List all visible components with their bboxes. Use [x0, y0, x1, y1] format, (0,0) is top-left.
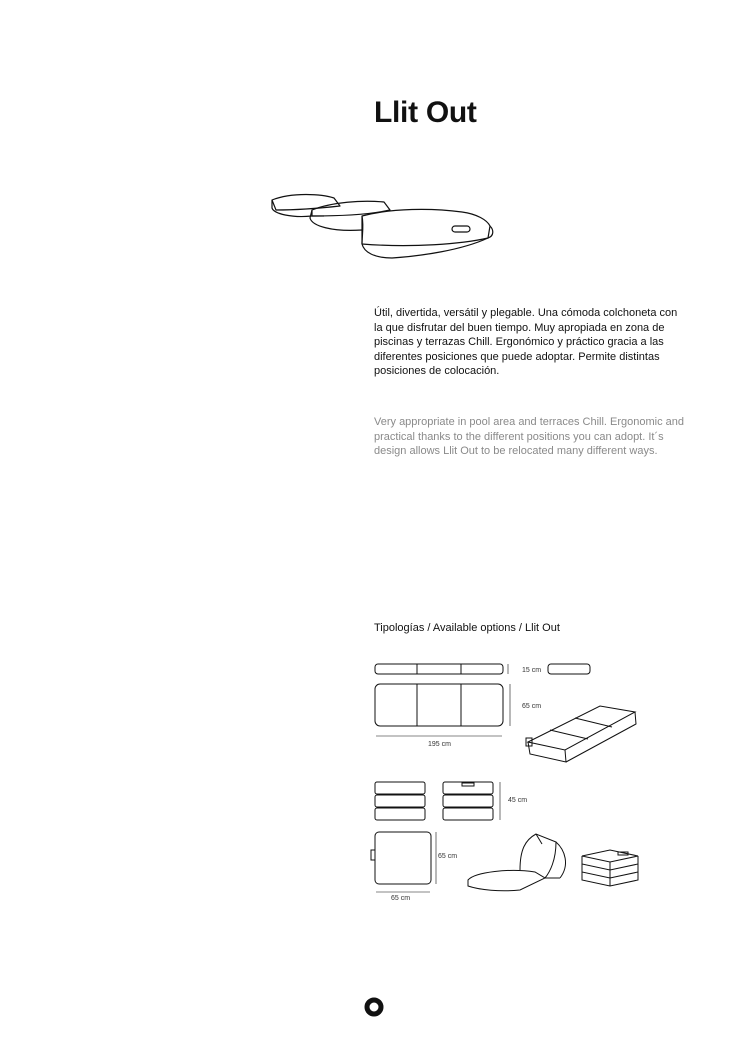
stack-height-label: 45 cm: [508, 797, 528, 804]
width-label: 65 cm: [522, 703, 542, 710]
thickness-label: 15 cm: [522, 667, 542, 674]
isometric-mattress-drawing: [526, 706, 636, 762]
technical-drawings: [360, 650, 650, 915]
product-title: Llit Out: [374, 96, 477, 129]
ottoman-configuration-drawing: [582, 850, 638, 886]
description-english: Very appropriate in pool area and terraces Chill. Ergonomic and practical thanks to the different positions you can adopt. It´s design allows Llit Out to be relocated many different ways.: [374, 416, 685, 458]
cube-front-drawing: [371, 832, 436, 892]
chair-configuration-drawing: [468, 834, 566, 891]
ring-logo-icon: [363, 996, 385, 1018]
length-label: 195 cm: [428, 741, 451, 748]
side-profile-drawing: [375, 664, 590, 674]
cube-width-label: 65 cm: [391, 895, 411, 902]
options-heading: Tipologías / Available options / Llit Out: [374, 622, 560, 634]
folding-mattress-illustration: [262, 186, 502, 266]
description-spanish: Útil, divertida, versátil y plegable. Una cómoda colchoneta con la que disfrutar del buen tiempo. Muy apropiada en zona de piscinas y terrazas Chill. Ergonómico y práctico gracia a las diferentes posiciones que puede adoptar. Permite distintas posiciones de colocación.: [374, 307, 678, 378]
stacked-front-drawing: [375, 782, 500, 820]
cube-height-label: 65 cm: [438, 853, 458, 860]
plan-view-drawing: [375, 684, 510, 736]
